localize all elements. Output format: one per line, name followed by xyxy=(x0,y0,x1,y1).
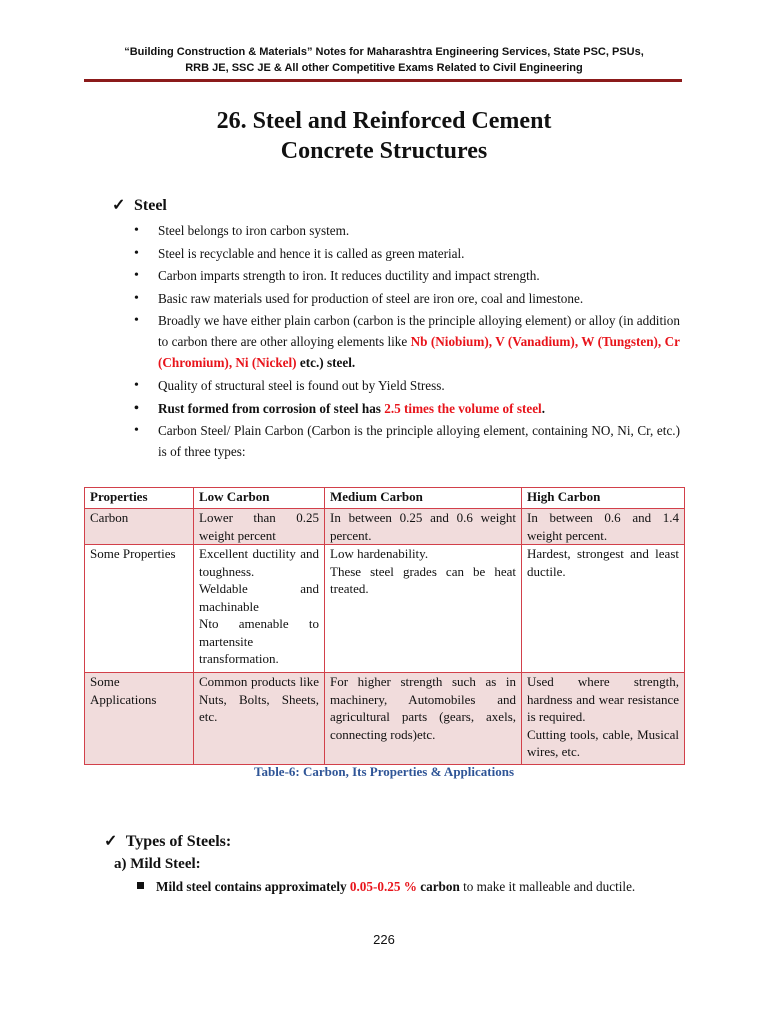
table-cell: In between 0.6 and 1.4 weight percent. xyxy=(522,509,685,545)
running-header xyxy=(0,44,768,76)
alloying-elements-highlight: Nb (Niobium), V (Vanadium), W (Tungsten), Cr (Chromium), Ni (Nickel) xyxy=(158,334,680,371)
table-cell: In between 0.25 and 0.6 weight percent. xyxy=(325,509,522,545)
table-caption: Table-6: Carbon, Its Properties & Applications xyxy=(253,764,514,779)
table-cell: For higher strength such as in machinery, Automobiles and agricultural parts (gears, axels, connecting rods)etc. xyxy=(325,673,522,765)
mild-steel-text-bold: carbon xyxy=(416,879,460,894)
checkmark-icon: ✓ xyxy=(112,197,126,214)
table-row xyxy=(85,545,685,673)
table-cell: Some Applications xyxy=(85,673,194,765)
carbon-properties-table xyxy=(84,487,685,765)
list-item xyxy=(132,310,680,373)
bullet-text: Basic raw materials used for production of steel are iron ore, coal and limestone. xyxy=(158,290,584,306)
bullet-text-end: . xyxy=(541,400,546,416)
steel-section-heading xyxy=(112,196,167,216)
table-cell: Common products like Nuts, Bolts, Sheets, etc. xyxy=(194,673,325,765)
page-number: 226 xyxy=(373,932,395,947)
list-item xyxy=(132,398,680,419)
mild-steel-heading: a) Mild Steel: xyxy=(114,856,201,872)
header-divider xyxy=(84,79,682,82)
table-cell: Some Properties xyxy=(85,545,194,673)
list-item xyxy=(132,375,680,396)
chapter-title-line-2: Concrete Structures xyxy=(280,138,488,164)
table-row xyxy=(85,509,685,545)
table-cell: Carbon xyxy=(85,509,194,545)
table-header-cell: Low Carbon xyxy=(194,488,325,509)
carbon-percentage-highlight: 0.05-0.25 % xyxy=(349,879,417,894)
bullet-text: Broadly we have either plain carbon (carbon is the principle alloying element) or alloy (in addition to carbon there are other alloying elements like xyxy=(158,313,680,350)
rust-volume-highlight: 2.5 times the volume of steel xyxy=(384,400,542,416)
list-item xyxy=(132,288,680,309)
mild-steel-text-end: to make it malleable and ductile. xyxy=(459,879,636,894)
bullet-text-end: etc.) steel. xyxy=(296,355,356,371)
table-header-row xyxy=(85,488,685,509)
list-item xyxy=(132,243,680,264)
running-header-line-1: “Building Construction & Materials” Notes for Maharashtra Engineering Services, State PSC, PSUs, xyxy=(124,46,644,58)
mild-steel-item xyxy=(137,876,678,897)
bullet-text: Carbon Steel/ Plain Carbon (Carbon is the principle alloying element, containing NO, Ni, Cr, etc.) is of three types: xyxy=(158,423,680,460)
table-cell: Lower than 0.25 weight percent xyxy=(194,509,325,545)
table-cell: Hardest, strongest and least ductile. xyxy=(522,545,685,673)
table-header-cell: Properties xyxy=(85,488,194,509)
chapter-title xyxy=(0,106,768,166)
bullet-text: Steel belongs to iron carbon system. xyxy=(158,223,350,238)
table-cell: Low hardenability. These steel grades can be heat treated. xyxy=(325,545,522,673)
bullet-text: Steel is recyclable and hence it is called as green material. xyxy=(158,245,465,261)
steel-heading-text: Steel xyxy=(134,197,167,214)
table-header-cell: High Carbon xyxy=(522,488,685,509)
table-cell: Excellent ductility and toughness. Weldable and machinable Nto amenable to martensite transformation. xyxy=(194,545,325,673)
types-of-steels-heading xyxy=(104,832,231,852)
mild-steel-text: Mild steel contains approximately xyxy=(156,879,350,894)
square-bullet-icon xyxy=(137,882,144,889)
table-header-cell: Medium Carbon xyxy=(325,488,522,509)
bullet-text: Quality of structural steel is found out by Yield Stress. xyxy=(158,377,445,393)
chapter-title-line-1: 26. Steel and Reinforced Cement xyxy=(216,108,552,134)
list-item xyxy=(132,220,680,241)
table-row xyxy=(85,673,685,765)
list-item xyxy=(132,265,680,286)
checkmark-icon: ✓ xyxy=(104,833,118,850)
bullet-text: Rust formed from corrosion of steel has xyxy=(158,400,385,416)
list-item xyxy=(132,420,680,462)
running-header-line-2: RRB JE, SSC JE & All other Competitive Exams Related to Civil Engineering xyxy=(185,62,583,74)
table-cell: Used where strength, hardness and wear resistance is required. Cutting tools, cable, Musical wires, etc. xyxy=(522,673,685,765)
types-heading-text: Types of Steels: xyxy=(125,833,232,850)
bullet-text: Carbon imparts strength to iron. It reduces ductility and impact strength. xyxy=(158,268,540,284)
steel-bullet-list xyxy=(132,220,680,464)
